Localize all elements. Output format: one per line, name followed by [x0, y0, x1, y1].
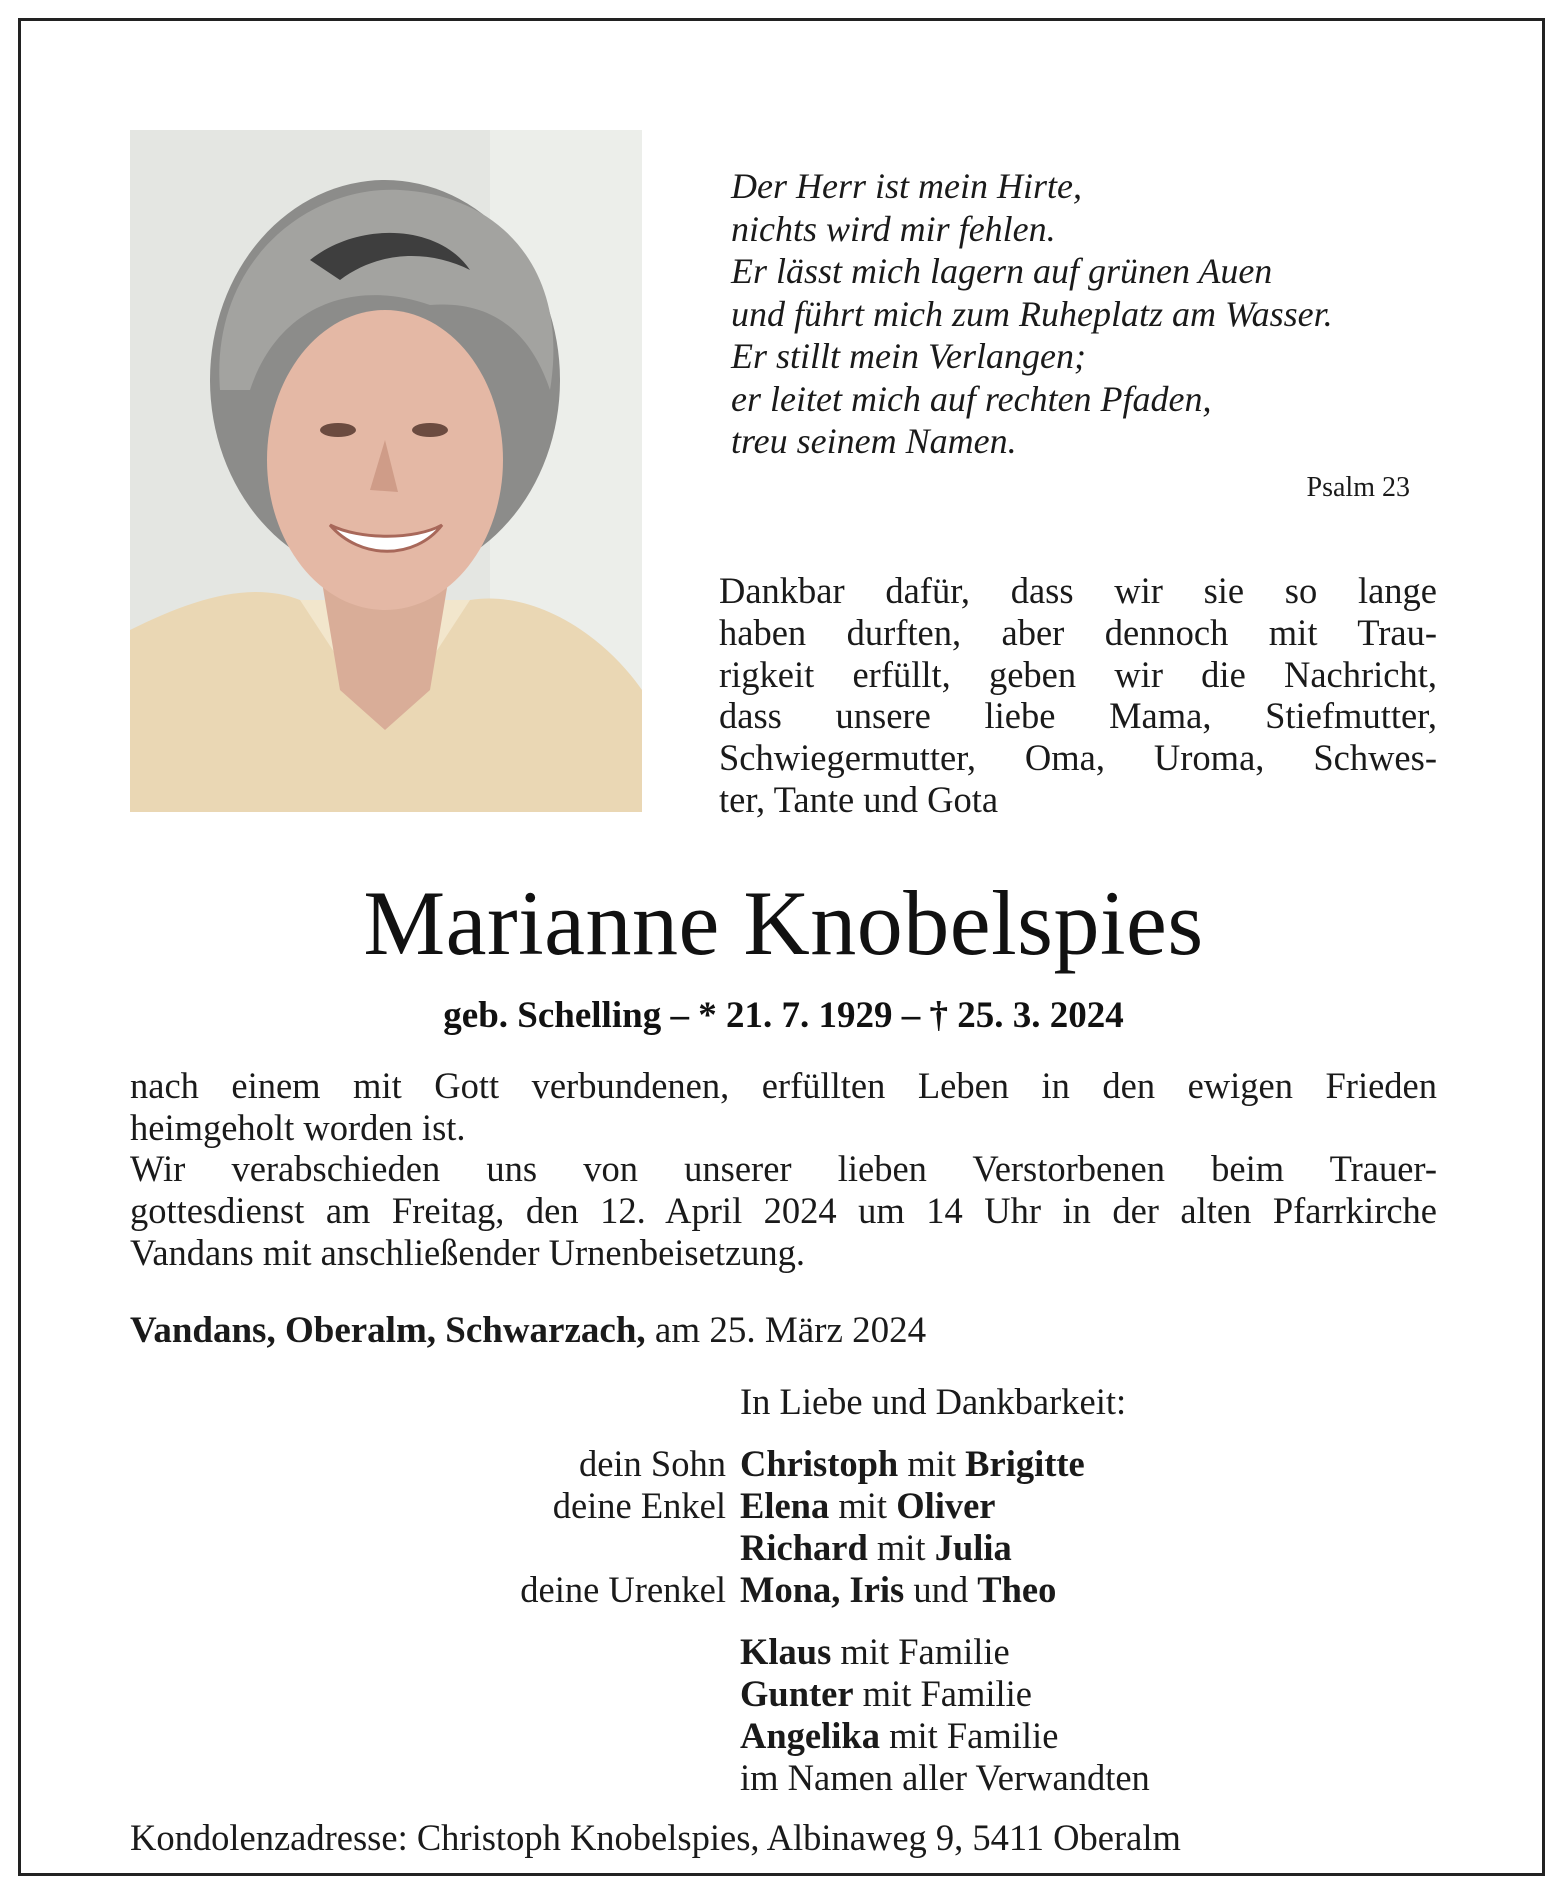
intro-line: haben durften, aber dennoch mit Trau-: [719, 611, 1437, 653]
body-line: Wir verabschieden uns von unserer lieben Verstorbenen beim Trauer-: [130, 1148, 1437, 1190]
signers-closing: im Namen aller Verwandten: [740, 1757, 1150, 1798]
signer-name: Gunter: [740, 1673, 854, 1714]
deceased-name: Marianne Knobelspies: [363, 872, 1204, 974]
psalm-quote: [731, 165, 1451, 463]
body-line: nach einem mit Gott verbundenen, erfüllten Leben in den ewigen Frieden: [130, 1065, 1437, 1106]
signer-name: Christoph: [740, 1443, 899, 1484]
intro-paragraph: [719, 570, 1437, 821]
psalm-line: Der Herr ist mein Hirte,: [731, 166, 1082, 206]
signer-name: Theo: [977, 1569, 1057, 1610]
signer-name: Elena: [740, 1485, 830, 1526]
places: Vandans, Oberalm, Schwarzach,: [130, 1310, 646, 1351]
psalm-reference: Psalm 23: [1306, 472, 1410, 503]
psalm-line: Er stillt mein Verlangen;: [731, 336, 1086, 376]
intro-line: ter, Tante und Gota: [719, 778, 999, 820]
relation-label: dein Sohn: [578, 1443, 726, 1484]
body-paragraph: [130, 1065, 1437, 1274]
portrait-image: [130, 130, 642, 812]
signers-heading: In Liebe und Dankbarkeit:: [740, 1381, 1127, 1422]
signer-name: Brigitte: [965, 1443, 1085, 1484]
signer-row: [430, 1485, 1430, 1527]
joiner-word: mit: [838, 1485, 888, 1526]
mourners-list: [430, 1381, 1430, 1799]
psalm-line: treu seinem Namen.: [731, 421, 1017, 461]
signer-name: Oliver: [896, 1485, 996, 1526]
portrait-photo: [130, 130, 642, 812]
condolence-address: Kondolenzadresse: Christoph Knobelspies, Albinaweg 9, 5411 Oberalm: [130, 1817, 1181, 1858]
signer-row: [430, 1443, 1430, 1485]
body-line: Vandans mit anschließender Urnenbeisetzung.: [130, 1231, 806, 1273]
joiner-word: mit: [876, 1527, 926, 1568]
intro-line: rigkeit erfüllt, geben wir die Nachricht,: [719, 653, 1437, 695]
signer-name: Mona, Iris: [740, 1569, 905, 1610]
intro-line: dass unsere liebe Mama, Stiefmutter,: [719, 695, 1437, 737]
signer-name: Angelika: [740, 1715, 880, 1756]
relation-label: deine Enkel: [552, 1485, 726, 1526]
body-line: heimgeholt worden ist.: [130, 1106, 466, 1148]
other-signer-row: [430, 1673, 1430, 1715]
signer-name: Klaus: [740, 1631, 832, 1672]
relation-label: deine Urenkel: [520, 1569, 726, 1610]
intro-line: Dankbar dafür, dass wir sie so lange: [719, 570, 1437, 611]
psalm-line: er leitet mich auf rechten Pfaden,: [731, 378, 1212, 419]
joiner-word: und: [913, 1569, 969, 1610]
signer-suffix: mit Familie: [840, 1631, 1010, 1672]
psalm-line: nichts wird mir fehlen.: [731, 208, 1056, 249]
signer-row: [430, 1569, 1430, 1611]
life-dates: geb. Schelling – * 21. 7. 1929 – † 25. 3. 2024: [443, 995, 1124, 1036]
body-line: gottesdienst am Freitag, den 12. April 2024 um 14 Uhr in der alten Pfarrkirche: [130, 1190, 1437, 1232]
joiner-word: mit: [907, 1443, 957, 1484]
signer-name: Richard: [740, 1527, 868, 1568]
signer-suffix: mit Familie: [862, 1673, 1032, 1714]
signer-name: Julia: [934, 1527, 1012, 1568]
psalm-line: Er lässt mich lagern auf grünen Auen: [731, 251, 1273, 291]
signer-row: [430, 1527, 1430, 1569]
notice-date: am 25. März 2024: [654, 1310, 927, 1351]
other-signer-row: [430, 1715, 1430, 1757]
other-signer-row: [430, 1631, 1430, 1673]
place-date-line: [130, 1307, 1430, 1355]
relation-label: [430, 1527, 740, 1569]
psalm-line: und führt mich zum Ruheplatz am Wasser.: [731, 293, 1333, 334]
intro-line: Schwiegermutter, Oma, Uroma, Schwes-: [719, 737, 1437, 779]
signer-suffix: mit Familie: [889, 1715, 1059, 1756]
closing-row: [430, 1757, 1430, 1799]
signers-heading-row: [430, 1381, 1430, 1423]
